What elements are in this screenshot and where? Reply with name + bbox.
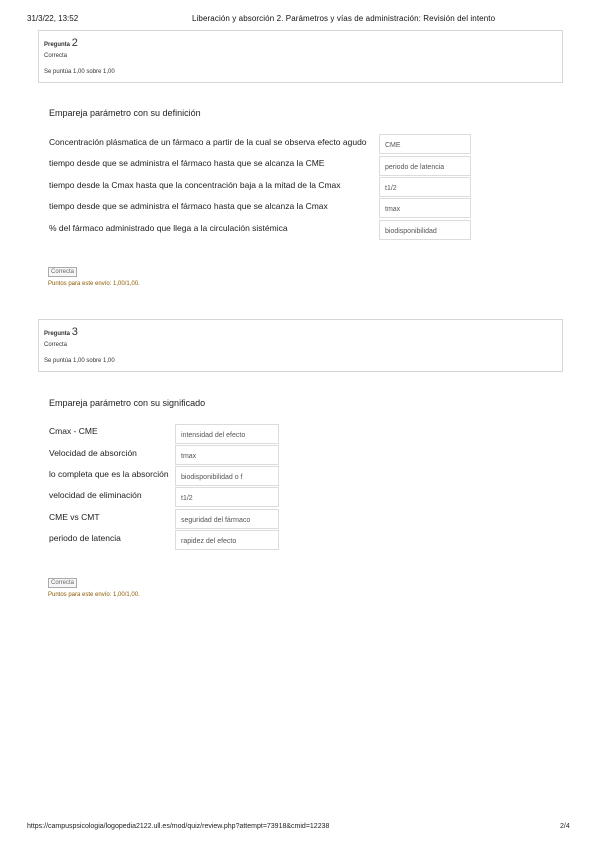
match-answer-select[interactable]: rapidez del efecto xyxy=(175,530,279,550)
question-number: Pregunta 2 xyxy=(44,37,78,49)
question-info-box xyxy=(38,30,563,83)
feedback-correct-badge: Correcta xyxy=(48,578,77,588)
question-info-box xyxy=(38,319,563,372)
question-grade: Se puntúa 1,00 sobre 1,00 xyxy=(44,358,115,364)
print-footer-page-number: 2/4 xyxy=(560,823,570,830)
match-row-label: tiempo desde la Cmax hasta que la concentración baja a la mitad de la Cmax xyxy=(49,180,341,190)
match-answer-select[interactable]: intensidad del efecto xyxy=(175,424,279,444)
feedback-points: Puntos para este envío: 1,00/1,00. xyxy=(48,592,140,598)
match-answer-select[interactable]: biodisponibilidad o f xyxy=(175,466,279,486)
question-prompt: Empareja parámetro con su definición xyxy=(49,108,201,118)
match-row-label: tiempo desde que se administra el fármaco hasta que se alcanza la Cmax xyxy=(49,201,328,211)
question-state: Correcta xyxy=(44,342,68,348)
match-answer-select[interactable]: t1/2 xyxy=(175,487,279,507)
match-answer-select[interactable]: t1/2 xyxy=(379,177,471,197)
match-row-label: tiempo desde que se administra el fármaco hasta que se alcanza la CME xyxy=(49,158,325,168)
match-row-label: Concentración plásmatica de un fármaco a partir de la cual se observa efecto agudo xyxy=(49,137,367,147)
match-row-label: Velocidad de absorción xyxy=(49,448,137,458)
question-number: Pregunta 3 xyxy=(44,326,78,338)
match-row-label: velocidad de eliminación xyxy=(49,490,142,500)
match-answer-select[interactable]: seguridad del fármaco xyxy=(175,509,279,529)
print-footer-url: https://campuspsicologia/logopedia2122.ull.es/mod/quiz/review.php?attempt=73918&cmid=12238 xyxy=(27,823,330,830)
match-answer-select[interactable]: tmax xyxy=(379,198,471,218)
match-row-label: Cmax - CME xyxy=(49,426,98,436)
match-answer-select[interactable]: tmax xyxy=(175,445,279,465)
feedback-correct-badge: Correcta xyxy=(48,267,77,277)
match-row-label: CME vs CMT xyxy=(49,512,100,522)
match-answer-select[interactable]: biodisponibilidad xyxy=(379,220,471,240)
feedback-points: Puntos para este envío: 1,00/1,00. xyxy=(48,281,140,287)
question-grade: Se puntúa 1,00 sobre 1,00 xyxy=(44,69,115,75)
question-state: Correcta xyxy=(44,53,68,59)
print-header-date: 31/3/22, 13:52 xyxy=(27,14,79,23)
print-header-title: Liberación y absorción 2. Parámetros y vías de administración: Revisión del intento xyxy=(192,14,496,23)
match-row-label: % del fármaco administrado que llega a la circulación sistémica xyxy=(49,223,288,233)
match-answer-select[interactable]: CME xyxy=(379,134,471,154)
match-answer-select[interactable]: periodo de latencia xyxy=(379,156,471,176)
question-prompt: Empareja parámetro con su significado xyxy=(49,398,206,408)
match-row-label: lo completa que es la absorción xyxy=(49,469,169,479)
match-row-label: periodo de latencia xyxy=(49,533,121,543)
